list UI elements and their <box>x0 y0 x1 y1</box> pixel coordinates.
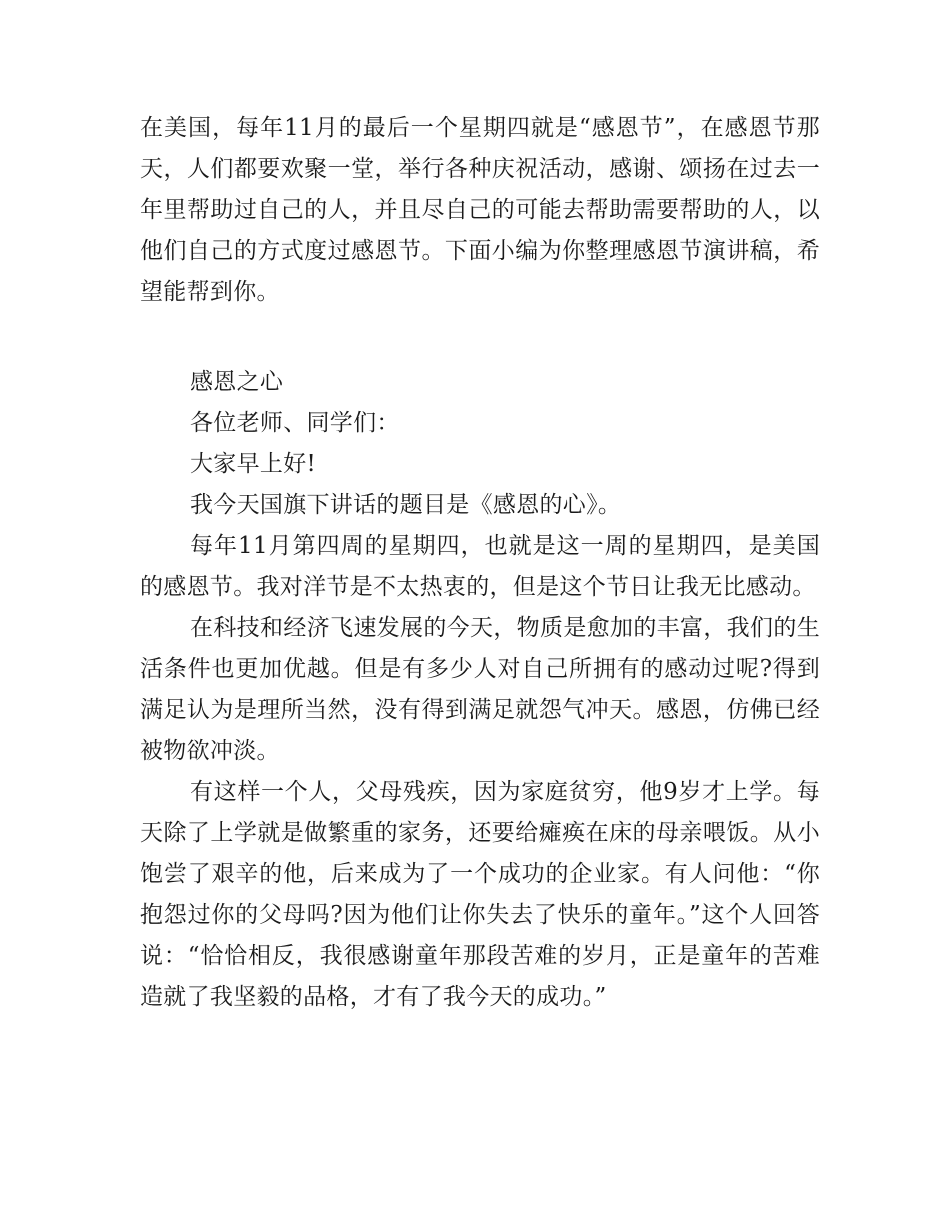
speech-topic: 我今天国旗下讲话的题目是《感恩的心》。 <box>190 492 622 518</box>
speech-greeting: 大家早上好! <box>190 451 317 477</box>
speech-paragraph-2: 在科技和经济飞速发展的今天，物质是愈加的丰富，我们的生活条件也更加优越。但是有多少人对自己所拥有的感动过呢?得到满足认为是理所当然，没有得到满足就怨气冲天。感恩，仿佛已经被物欲冲淡。 <box>140 615 820 764</box>
speech-section <box>140 362 820 1018</box>
intro-paragraph: 在美国，每年11月的最后一个星期四就是“感恩节”，在感恩节那天，人们都要欢聚一堂，举行各种庆祝活动，感谢、颂扬在过去一年里帮助过自己的人，并且尽自己的可能去帮助需要帮助的人，以他们自己的方式度过感恩节。下面小编为你整理感恩节演讲稿，希望能帮到你。 <box>140 115 820 305</box>
speech-paragraph-3: 有这样一个人，父母残疾，因为家庭贫穷，他9岁才上学。每天除了上学就是做繁重的家务，还要给瘫痪在床的母亲喂饭。从小饱尝了艰辛的他，后来成为了一个成功的企业家。有人问他：“你抱怨过你的父母吗?因为他们让你失去了快乐的童年。”这个人回答说：“恰恰相反，我很感谢童年那段苦难的岁月，正是童年的苦难造就了我坚毅的品格，才有了我今天的成功。” <box>140 779 820 1010</box>
speech-salutation: 各位老师、同学们： <box>190 410 400 436</box>
intro-section <box>140 108 820 313</box>
speech-paragraph-1: 每年11月第四周的星期四，也就是这一周的星期四，是美国的感恩节。我对洋节是不太热衷的，但是这个节日让我无比感动。 <box>140 533 820 600</box>
speech-title: 感恩之心 <box>190 369 284 395</box>
